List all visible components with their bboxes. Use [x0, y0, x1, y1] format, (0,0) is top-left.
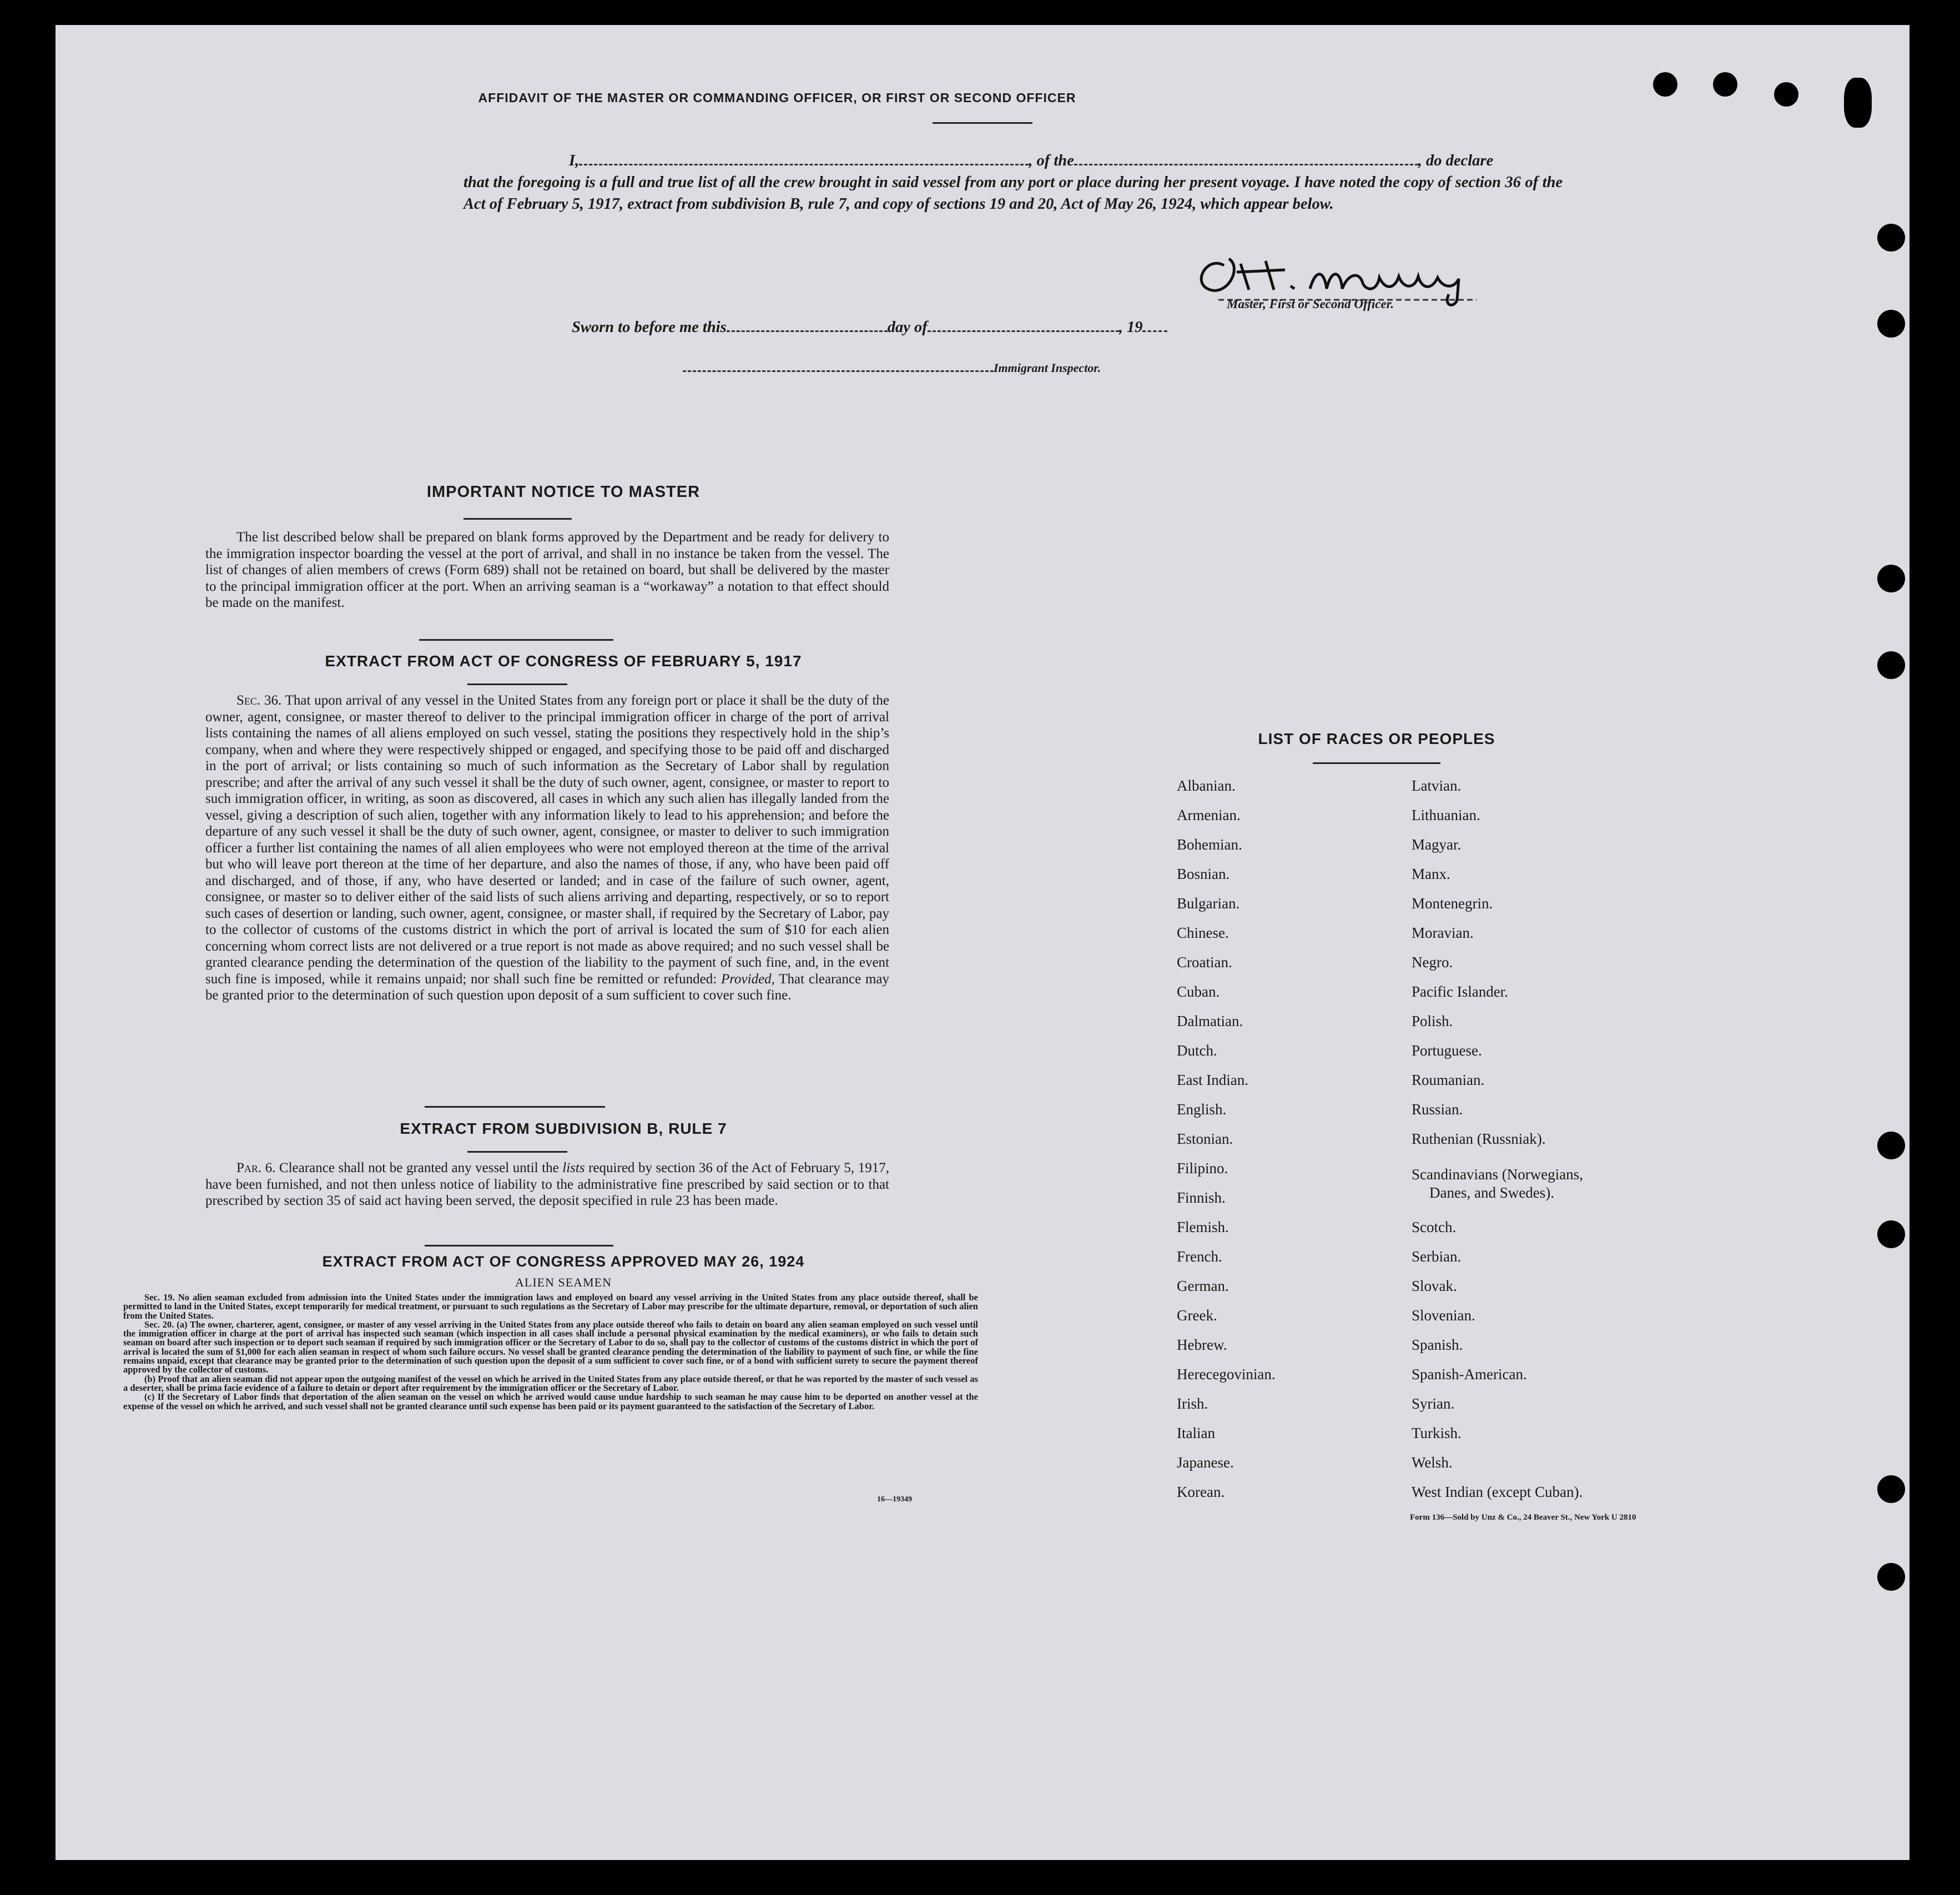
year-prefix: , 19: [1118, 319, 1143, 336]
race-item: Serbian.: [1412, 1248, 1462, 1265]
par-6-body: [205, 1160, 889, 1209]
punch-hole: [1877, 1475, 1905, 1503]
race-item: Slovenian.: [1412, 1307, 1475, 1324]
punch-hole: [1877, 565, 1905, 592]
divider: [467, 1151, 567, 1153]
race-item: English.: [1177, 1101, 1227, 1118]
sec-36-label: Sec. 36.: [236, 693, 282, 708]
race-item: Turkish.: [1412, 1425, 1462, 1441]
notice-title: IMPORTANT NOTICE TO MASTER: [426, 483, 701, 501]
race-item: Slovak.: [1412, 1278, 1457, 1294]
race-item: Korean.: [1177, 1484, 1225, 1500]
inspector-label: Immigrant Inspector.: [994, 361, 1101, 375]
sworn-month-field[interactable]: [928, 318, 1119, 332]
punch-hole: [1877, 1563, 1905, 1591]
race-item: Dutch.: [1177, 1042, 1217, 1059]
divider: [467, 683, 567, 685]
punch-hole: [1774, 82, 1798, 107]
sworn-label: Sworn to before me this: [572, 319, 727, 336]
race-item: Pacific Islander.: [1412, 983, 1508, 1000]
race-item: Italian: [1177, 1425, 1215, 1441]
affidavit-declaration: [463, 150, 1563, 215]
race-item: Moravian.: [1412, 924, 1474, 941]
race-item: Spanish.: [1412, 1336, 1463, 1353]
provided-label: Provided,: [720, 971, 775, 987]
race-item: French.: [1177, 1248, 1222, 1265]
race-item: Latvian.: [1412, 777, 1462, 794]
inspector-signature-field[interactable]: [683, 358, 994, 372]
sec-19-20-text: [123, 1293, 978, 1411]
race-item: West Indian (except Cuban).: [1412, 1484, 1583, 1500]
punch-hole: [1653, 72, 1677, 97]
divider: [425, 1106, 605, 1108]
divider: [419, 639, 613, 641]
divider: [425, 1245, 613, 1246]
punch-hole: [1877, 224, 1905, 252]
punch-hole: [1877, 310, 1905, 338]
extract-1924-title: EXTRACT FROM ACT OF CONGRESS APPROVED MAY 26, 1924: [322, 1253, 805, 1270]
race-item: Spanish-American.: [1412, 1366, 1527, 1383]
form-page: [56, 25, 1909, 1860]
par-6-text-b: required by section 36 of the Act of February 5, 1917, have been furnished, and not then unless notice of liability to the administrative fine prescribed by said section or to that prescribed by section 35 of said act having been served, the deposit specified in rule 23 has been made.: [205, 1160, 889, 1208]
race-item: Flemish.: [1177, 1219, 1229, 1235]
race-item: Bohemian.: [1177, 836, 1242, 853]
sworn-year-field[interactable]: [1142, 318, 1167, 332]
vessel-field[interactable]: [1074, 152, 1418, 165]
race-item: Hebrew.: [1177, 1336, 1227, 1353]
race-item: Roumanian.: [1412, 1072, 1485, 1088]
race-item: Polish.: [1412, 1013, 1453, 1029]
punch-hole: [1844, 78, 1872, 128]
sec-36-text: That upon arrival of any vessel in the United States from any foreign port or place it shall be the duty of the owner, agent, consignee, or master thereof to deliver to the principal immigration officer in charge of the port of arrival lists containing the names of all aliens employed on such vessel, stating the positions they respectively hold in the ship’s company, when and where they were respectively shipped or engaged, and specifying those to be paid off and discharged in the port of arrival; or lists containing so much of such information as the Secretary of Labor shall by regulation prescribe; and after the arrival of any such vessel it shall be the duty of such owner, agent, consignee, or master to report to such immigration officer, in writing, as soon as discovered, all cases in which any such alien has illegally landed from the vessel, giving a description of such alien, together with any information likely to lead to his apprehension; and before the departure of any such vessel it shall be the duty of such owner, agent, consignee, or master to deliver to such immigration officer a further list containing the names of all alien employees who were not employed thereon at the time of the arrival but who will leave port thereon at the time of her departure, and also the names of those, if any, who have been paid off and discharged, and of those, if any, who have deserted or landed; and in case of the failure of such owner, agent, consignee, or master so to deliver either of the said lists of such aliens arriving and departing, respectively, or so to report such cases of desertion or landing, such owner, agent, consignee, or master shall, if required by the Secretary of Labor, pay to the collector of customs of the customs district in which the port of arrival is located the sum of $10 for each alien concerning whom correct lists are not delivered or a true report is not made as above required; and no such vessel shall be granted clearance pending the determination of the question of the liability to the payment of such fine, and, in the event such fine is imposed, while it remains unpaid; nor shall such fine be remitted or refunded:: [205, 693, 889, 987]
race-item: Ruthenian (Russniak).: [1412, 1130, 1546, 1147]
declaration-i: I,: [569, 152, 580, 169]
race-item: Bulgarian.: [1177, 895, 1240, 912]
alien-seamen-subtitle: ALIEN SEAMEN: [515, 1275, 612, 1289]
race-item: Syrian.: [1412, 1395, 1455, 1412]
punch-hole: [1877, 1220, 1905, 1248]
punch-hole: [1877, 1132, 1905, 1159]
extract-1917-title: EXTRACT FROM ACT OF CONGRESS OF FEBRUARY 5, 1917: [325, 652, 802, 670]
race-item: Magyar.: [1412, 836, 1462, 853]
declaration-of-the: , of the: [1029, 152, 1074, 169]
divider: [1313, 762, 1440, 764]
race-item: Estonian.: [1177, 1130, 1233, 1147]
form-note: Form 136—Sold by Unz & Co., 24 Beaver St., New York U 2810: [1410, 1513, 1636, 1522]
declaration-line: [463, 150, 1563, 172]
day-of-label: day of: [887, 319, 928, 336]
race-item: Irish.: [1177, 1395, 1208, 1412]
sec-36-body: [205, 692, 889, 1004]
race-item: Armenian.: [1177, 807, 1241, 823]
race-item: Bosnian.: [1177, 866, 1230, 882]
sec-20a: Sec. 20. (a) The owner, charterer, agent, consignee, or master of any vessel arriving in the United States from any place outside thereof who fails to detain on board any alien seaman employed on such vessel until the immigration officer in charge at the port of arrival has inspected such seaman (which inspection in all cases shall include a personal physical examination by the medical examiners), or who fails to detain such seaman on board after such inspection or to deport such seaman if required by such immigration officer or the Secretary of Labor to do so, shall pay to the collector of customs of the customs district in which the port of arrival is located the sum of $1,000 for each alien seaman in respect of whom such failure occurs. No vessel shall be granted clearance pending the determination of the liability to payment of such fine, or while the fine remains unpaid, except that clearance may be granted prior to the determination of such question upon the deposit of a sum sufficient to cover such fine, or of a bond with sufficient surety to secure the payment thereof approved by the collector of customs.: [123, 1319, 978, 1375]
affidavit-title: AFFIDAVIT OF THE MASTER OR COMMANDING OFFICER, OR FIRST OR SECOND OFFICER: [478, 91, 1076, 105]
race-item: Greek.: [1177, 1307, 1217, 1324]
declaration-do-declare: , do declare: [1418, 152, 1494, 169]
print-code: 16—19349: [877, 1495, 912, 1504]
inspector-line: [683, 358, 1101, 375]
punch-hole: [1877, 651, 1905, 679]
race-item: Manx.: [1412, 866, 1450, 882]
race-item-continued: Danes, and Swedes).: [1429, 1184, 1554, 1201]
race-item: Albanian.: [1177, 777, 1236, 794]
race-item: Finnish.: [1177, 1189, 1226, 1206]
signature-label: Master, First or Second Officer.: [1227, 297, 1394, 311]
notice-body: The list described below shall be prepared on blank forms approved by the Department and be ready for delivery to the immigration inspector boarding the vessel at the port of arrival, and shall in no instance be taken from the vessel. The list of changes of alien members of crews (Form 689) shall not be retained on board, but shall be delivered by the master to the principal immigration officer at the port. When an arriving seaman is a “workaway” a notation to that effect should be made on the manifest.: [205, 530, 889, 610]
rule-7-title: EXTRACT FROM SUBDIVISION B, RULE 7: [400, 1120, 727, 1137]
divider: [933, 122, 1032, 124]
race-item: Negro.: [1412, 954, 1453, 971]
race-item: Welsh.: [1412, 1454, 1453, 1471]
sworn-day-field[interactable]: [727, 318, 888, 332]
race-item: Cuban.: [1177, 983, 1220, 1000]
race-item: Dalmatian.: [1177, 1013, 1243, 1029]
sec-20b: (b) Proof that an alien seaman did not appear upon the outgoing manifest of the vessel on which he arrived in the United States from any place outside thereof, or that he was reported by the master of such vessel as a deserter, shall be prima facie evidence of a failure to detain or deport after requirement by the immigration officer or the Secretary of Labor.: [123, 1373, 978, 1393]
race-item: Chinese.: [1177, 924, 1229, 941]
sec-19: Sec. 19. No alien seaman excluded from admission into the United States under the immigration laws and employed on board any vessel arriving in the United States from any place outside thereof, shall be permitted to land in the United States, except temporarily for medical treatment, or pursuant to such regulations as the Secretary of Labor may prescribe for the ultimate departure, removal, or deportation of such alien from the United States.: [123, 1292, 978, 1321]
par-6-label: Par. 6.: [236, 1160, 276, 1175]
race-item: Scotch.: [1412, 1219, 1457, 1235]
race-item: Russian.: [1412, 1101, 1463, 1118]
punch-hole: [1713, 72, 1737, 97]
race-item: East Indian.: [1177, 1072, 1248, 1088]
lists-word: lists: [562, 1160, 585, 1175]
par-6-text-a: Clearance shall not be granted any vessel until the: [279, 1160, 559, 1175]
race-item: Filipino.: [1177, 1160, 1228, 1177]
race-item: Scandinavians (Norwegians,: [1412, 1166, 1583, 1183]
proviso-text: That clearance may be granted prior to the determination of such question upon deposit of a sum sufficient to cover such fine.: [205, 971, 890, 1003]
race-item: Montenegrin.: [1412, 895, 1493, 912]
sec-20c: (c) If the Secretary of Labor finds that deportation of the alien seaman on the vessel on which he arrived would cause undue hardship to such seaman he may cause him to be deported on another vessel at the expense of the vessel on which he arrived, and such vessel shall not be granted clearance until such expense has been paid or its payment guaranteed to the satisfaction of the Secretary of Labor.: [123, 1391, 978, 1411]
race-item: Portuguese.: [1412, 1042, 1482, 1059]
sworn-line: [572, 318, 1167, 336]
race-item: Croatian.: [1177, 954, 1232, 971]
declaration-body: that the foregoing is a full and true list of all the crew brought in said vessel from any port or place during her present voyage. I have noted the copy of section 36 of the Act of February 5, 1917, extract from subdivision B, rule 7, and copy of sections 19 and 20, Act of May 26, 1924, which appear below.: [463, 174, 1563, 213]
race-item: Japanese.: [1177, 1454, 1234, 1471]
race-item: Lithuanian.: [1412, 807, 1480, 823]
divider: [463, 518, 572, 520]
name-field[interactable]: [579, 152, 1029, 165]
races-title: LIST OF RACES OR PEOPLES: [1258, 730, 1495, 747]
race-item: Herecegovinian.: [1177, 1366, 1276, 1383]
race-item: German.: [1177, 1278, 1229, 1294]
